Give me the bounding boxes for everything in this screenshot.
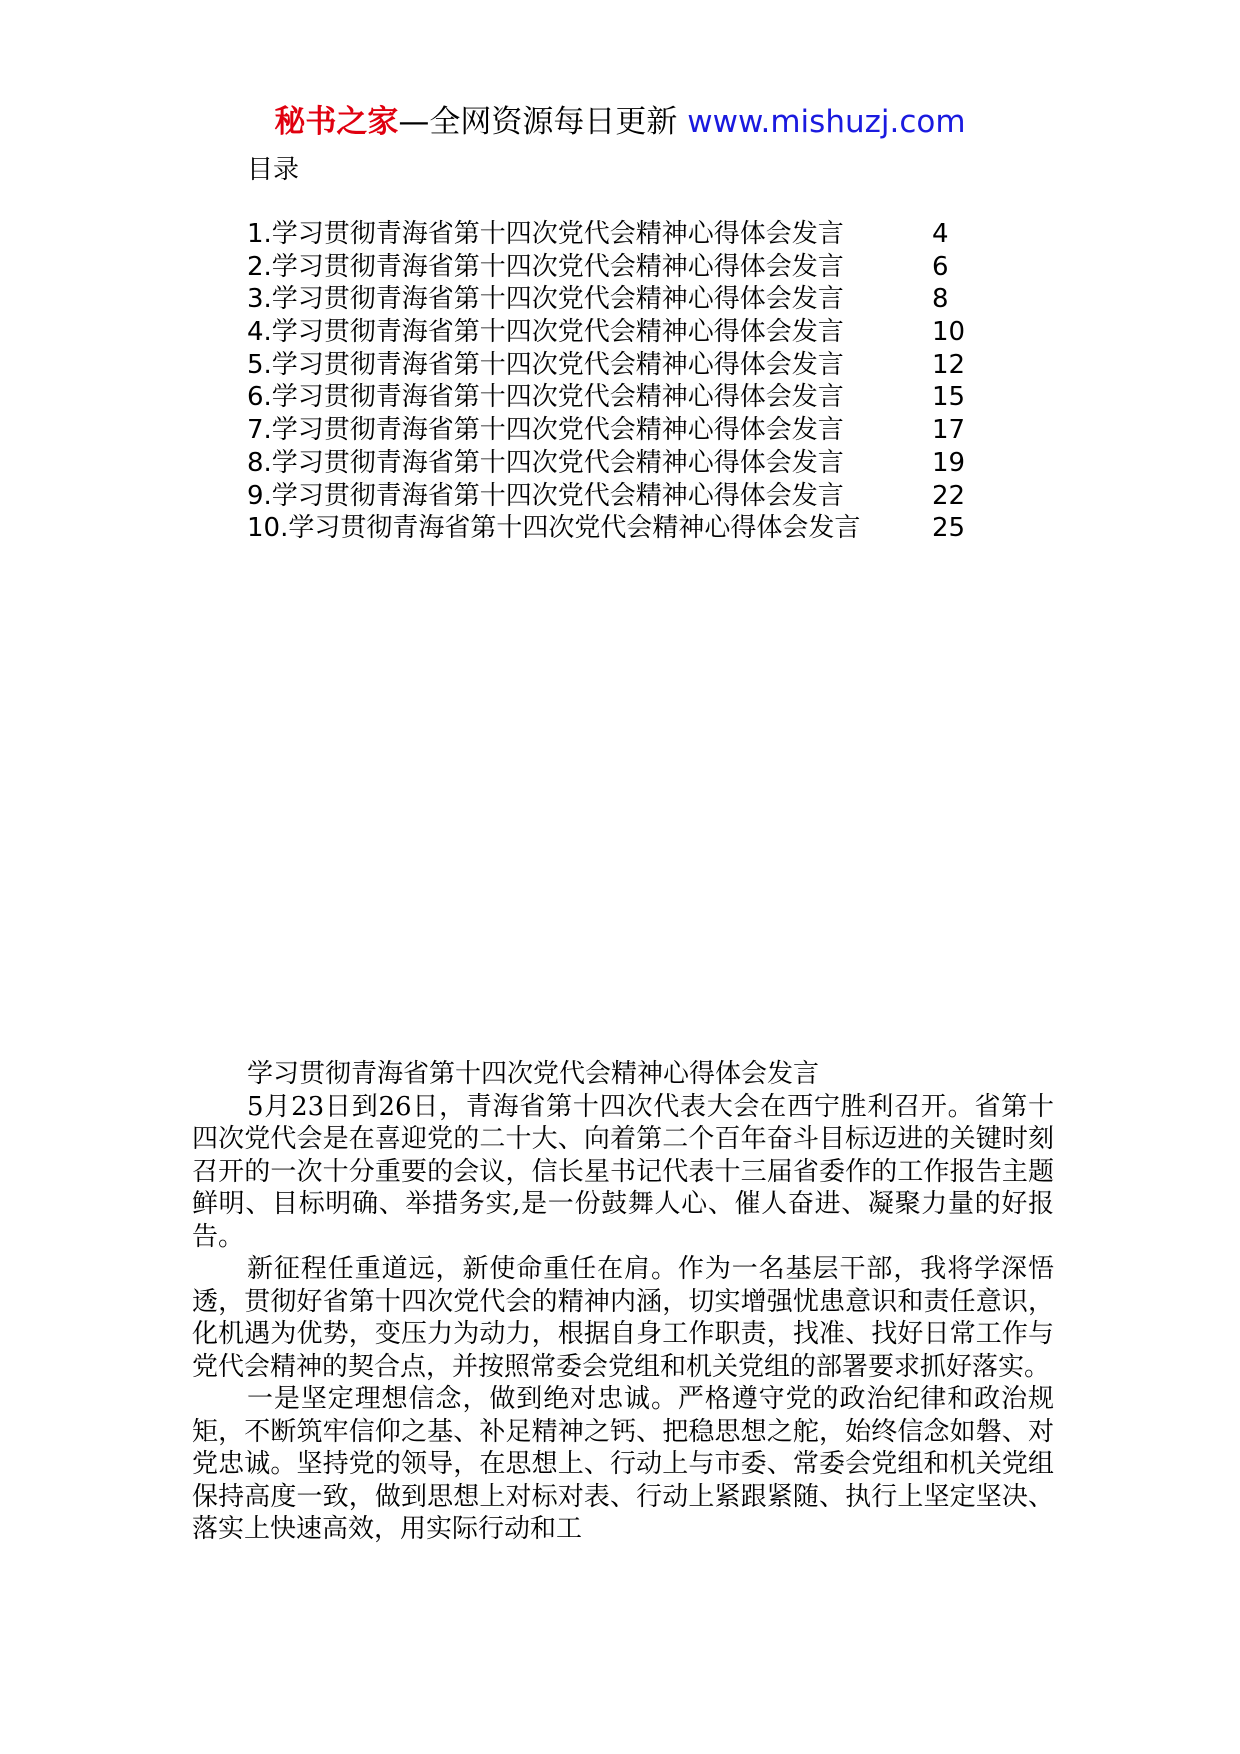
toc-item-page: 4 xyxy=(932,219,949,249)
toc-item[interactable] xyxy=(247,283,967,316)
toc-title: 目录 xyxy=(247,155,300,185)
toc-item-label: 2.学习贯彻青海省第十四次党代会精神心得体会发言 xyxy=(247,251,844,282)
site-header xyxy=(0,100,1240,144)
toc-item-label: 9.学习贯彻青海省第十四次党代会精神心得体会发言 xyxy=(247,480,844,511)
toc-item-label: 1.学习贯彻青海省第十四次党代会精神心得体会发言 xyxy=(247,219,844,249)
toc-item-page: 22 xyxy=(932,480,966,511)
toc-item-page: 6 xyxy=(932,251,949,282)
toc-item-label: 4.学习贯彻青海省第十四次党代会精神心得体会发言 xyxy=(247,317,844,348)
toc-item-label: 10.学习贯彻青海省第十四次党代会精神心得体会发言 xyxy=(247,513,861,544)
toc-item-label: 3.学习贯彻青海省第十四次党代会精神心得体会发言 xyxy=(247,284,844,315)
toc-item-label: 8.学习贯彻青海省第十四次党代会精神心得体会发言 xyxy=(247,447,844,478)
toc-item[interactable] xyxy=(247,447,967,480)
toc-item[interactable] xyxy=(247,512,967,545)
toc-item-page: 12 xyxy=(932,349,966,380)
header-tagline: —全网资源每日更新 xyxy=(398,104,678,140)
article-body xyxy=(192,1058,1054,1546)
toc-item[interactable] xyxy=(247,218,967,251)
toc-item[interactable] xyxy=(247,381,967,414)
toc-item-page: 17 xyxy=(932,415,966,446)
toc-item-label: 7.学习贯彻青海省第十四次党代会精神心得体会发言 xyxy=(247,415,844,446)
toc-item[interactable] xyxy=(247,316,967,349)
article-title: 学习贯彻青海省第十四次党代会精神心得体会发言 xyxy=(247,1059,820,1089)
toc-item-label: 5.学习贯彻青海省第十四次党代会精神心得体会发言 xyxy=(247,349,844,380)
site-url-link[interactable]: www.mishuzj.com xyxy=(687,104,966,140)
toc-item-page: 19 xyxy=(932,447,966,478)
table-of-contents xyxy=(247,218,967,545)
toc-item-page: 15 xyxy=(932,382,966,413)
toc-item[interactable] xyxy=(247,414,967,447)
article-paragraph: 一是坚定理想信念，做到绝对忠诚。严格遵守党的政治纪律和政治规矩，不断筑牢信仰之基、补足精神之钙、把稳思想之舵，始终信念如磐、对党忠诚。坚持党的领导，在思想上、行动上与市委、常委会党组和机关党组保持高度一致，做到思想上对标对表、行动上紧跟紧随、执行上坚定坚决、落实上快速高效，用实际行动和工 xyxy=(192,1384,1054,1544)
toc-item[interactable] xyxy=(247,480,967,513)
toc-item-page: 25 xyxy=(932,513,966,544)
toc-item[interactable] xyxy=(247,349,967,382)
toc-item-page: 8 xyxy=(932,284,949,315)
toc-item-page: 10 xyxy=(932,317,966,348)
toc-item-label: 6.学习贯彻青海省第十四次党代会精神心得体会发言 xyxy=(247,382,844,413)
article-paragraph: 5月23日到26日，青海省第十四次代表大会在西宁胜利召开。省第十四次党代会是在喜迎党的二十大、向着第二个百年奋斗目标迈进的关键时刻召开的一次十分重要的会议，信长星书记代表十三届省委作的工作报告主题鲜明、目标明确、举措务实,是一份鼓舞人心、催人奋进、凝聚力量的好报告。 xyxy=(192,1091,1054,1252)
toc-item[interactable] xyxy=(247,251,967,284)
brand-name: 秘书之家 xyxy=(274,104,399,140)
article-paragraph: 新征程任重道远，新使命重任在肩。作为一名基层干部，我将学深悟透，贯彻好省第十四次党代会的精神内涵，切实增强忧患意识和责任意识，化机遇为优势，变压力为动力，根据自身工作职责，找准、找好日常工作与党代会精神的契合点，并按照常委会党组和机关党组的部署要求抓好落实。 xyxy=(192,1254,1054,1382)
